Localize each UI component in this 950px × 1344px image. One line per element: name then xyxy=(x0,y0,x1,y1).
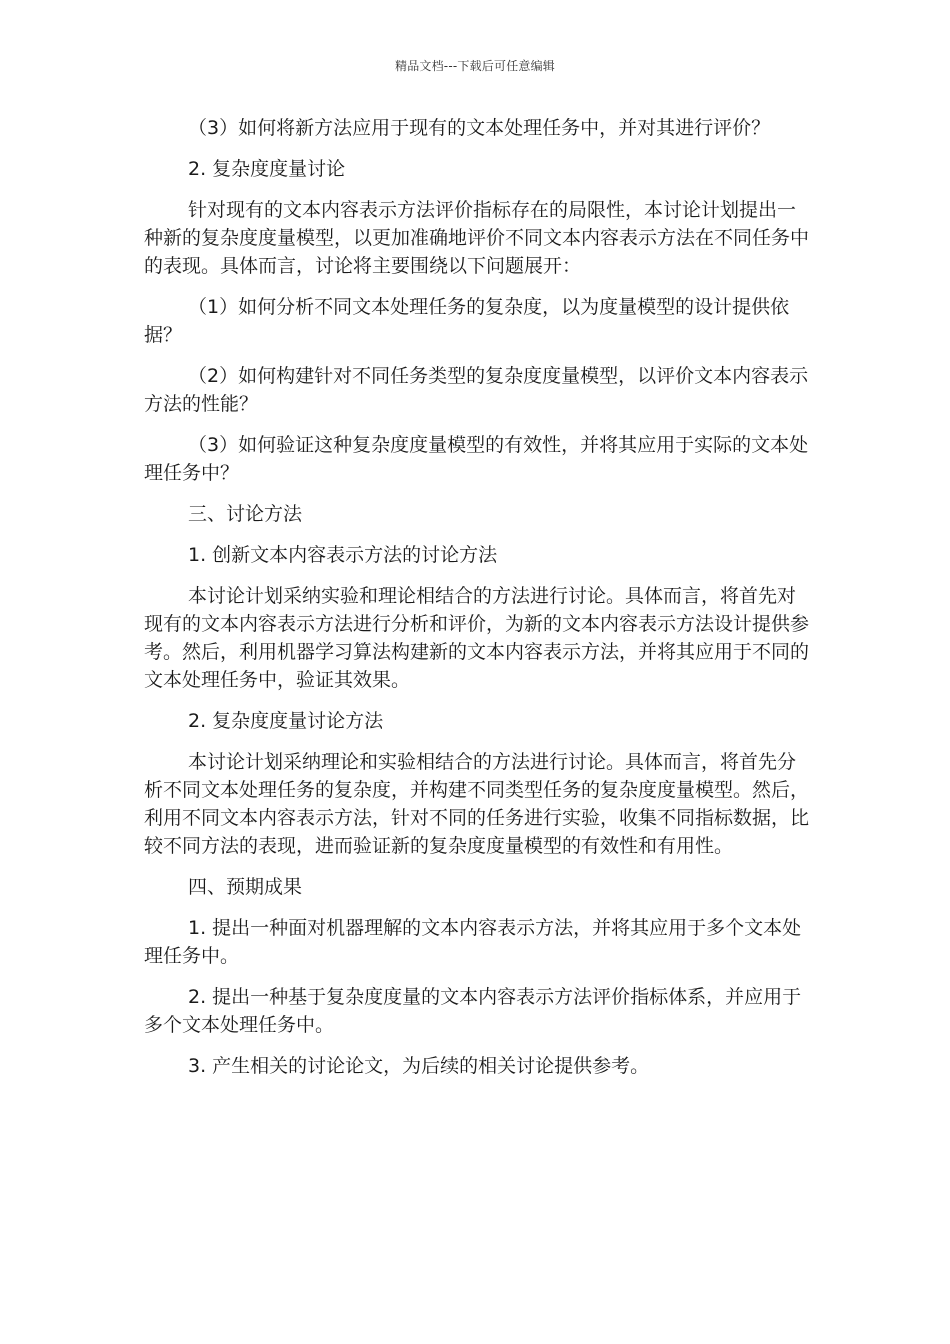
document-body xyxy=(144,114,809,1093)
question-2-paragraph: （2）如何构建针对不同任务类型的复杂度度量模型，以评价文本内容表示方法的性能？ xyxy=(144,365,809,415)
section-heading: 1. 创新文本内容表示方法的讨论方法 xyxy=(188,544,498,566)
chapter-heading: 三、讨论方法 xyxy=(188,503,303,525)
chapter-heading: 四、预期成果 xyxy=(188,876,303,898)
body-paragraph: 本讨论计划采纳理论和实验相结合的方法进行讨论。具体而言，将首先分析不同文本处理任务的复杂度，并构建不同类型任务的复杂度度量模型。然后，利用不同文本内容表示方法，针对不同的任务进行实验，收集不同指标数据，比较不同方法的表现，进而验证新的复杂度度量模型的有效性和有用性。 xyxy=(144,751,810,857)
list-item: 1. 提出一种面对机器理解的文本内容表示方法，并将其应用于多个文本处理任务中。 xyxy=(144,917,802,967)
section-heading: 2. 复杂度度量讨论方法 xyxy=(188,710,384,732)
question-3-paragraph: （3）如何将新方法应用于现有的文本处理任务中，并对其进行评价？ xyxy=(188,117,771,139)
list-item: 3. 产生相关的讨论论文，为后续的相关讨论提供参考。 xyxy=(188,1055,650,1077)
page-header: 精品文档---下载后可任意编辑 xyxy=(395,59,555,73)
body-paragraph: 本讨论计划采纳实验和理论相结合的方法进行讨论。具体而言，将首先对现有的文本内容表示方法进行分析和评价，为新的文本内容表示方法设计提供参考。然后，利用机器学习算法构建新的文本内容表示方法，并将其应用于不同的文本处理任务中，验证其效果。 xyxy=(144,585,810,691)
question-3-paragraph: （3）如何验证这种复杂度度量模型的有效性，并将其应用于实际的文本处理任务中？ xyxy=(144,434,809,484)
section-heading: 2. 复杂度度量讨论 xyxy=(188,158,346,180)
list-item: 2. 提出一种基于复杂度度量的文本内容表示方法评价指标体系，并应用于多个文本处理任务中。 xyxy=(144,986,802,1036)
body-paragraph: 针对现有的文本内容表示方法评价指标存在的局限性，本讨论计划提出一种新的复杂度度量模型，以更加准确地评价不同文本内容表示方法在不同任务中的表现。具体而言，讨论将主要围绕以下问题展开： xyxy=(144,199,810,277)
question-1-paragraph: （1）如何分析不同文本处理任务的复杂度，以为度量模型的设计提供依据？ xyxy=(144,296,790,346)
